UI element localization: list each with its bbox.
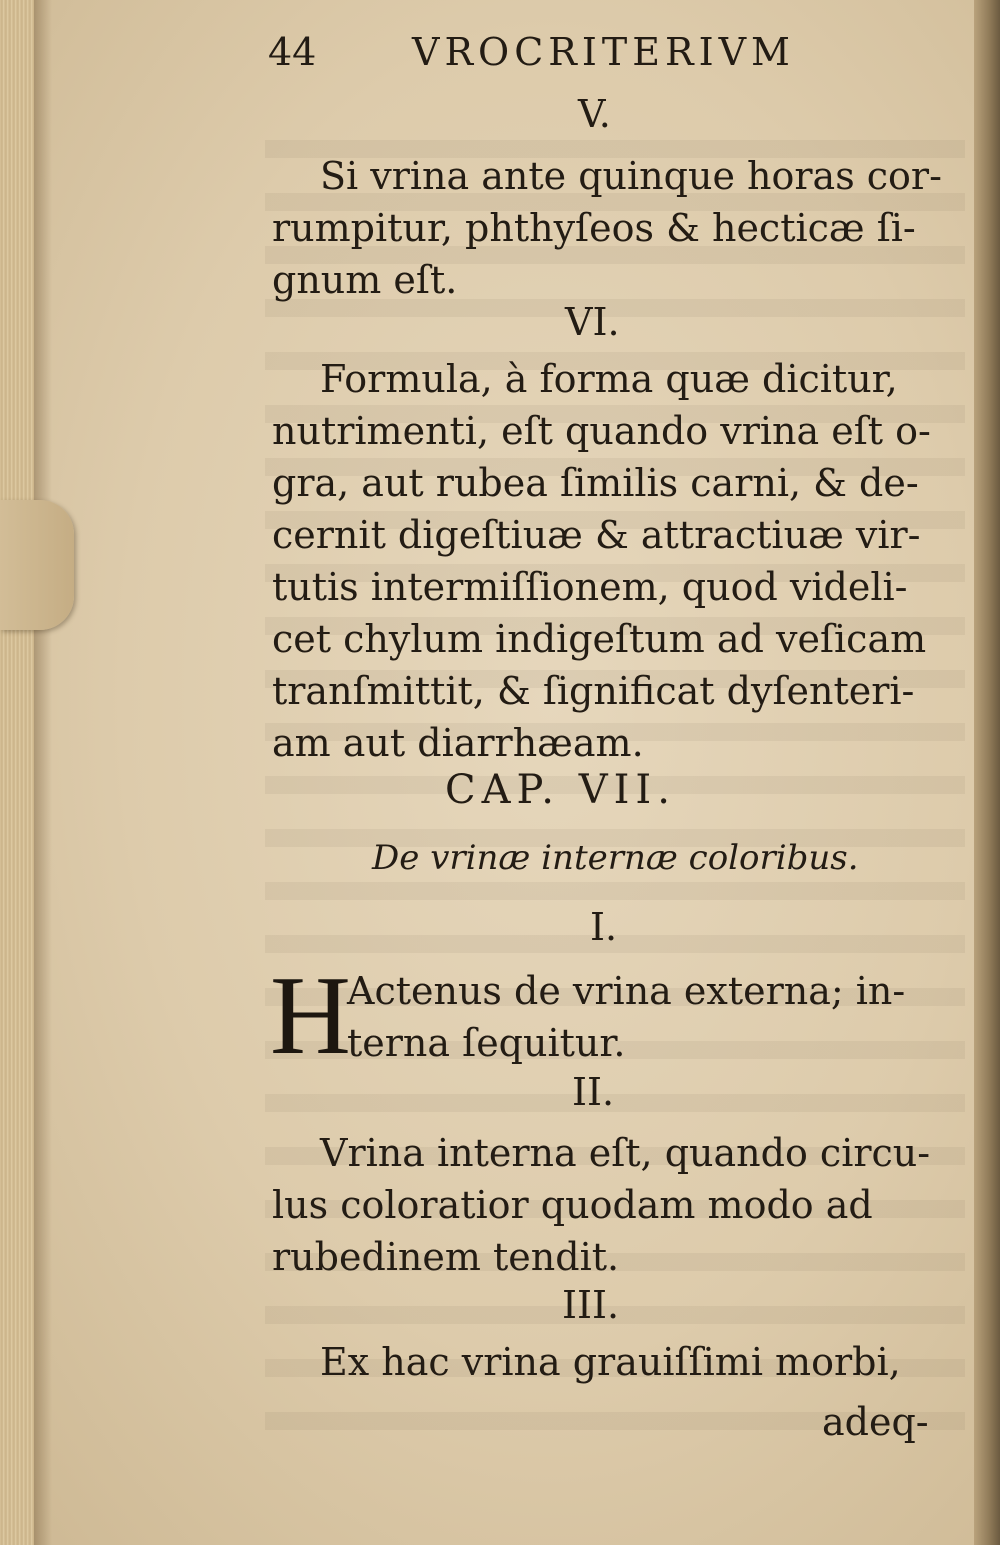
- running-title: VROCRITERIVM: [412, 30, 795, 74]
- text-line: Ex hac vrina grauiſſimi morbi,: [320, 1340, 901, 1384]
- chapter-heading: CAP. VII.: [445, 767, 676, 813]
- text-line: rumpitur, phthyſeos & hecticæ ſi-: [272, 206, 916, 250]
- text-line: rubedinem tendit.: [272, 1235, 620, 1279]
- book-clasp: [0, 500, 74, 630]
- text-line: cernit digeſtiuæ & attractiuæ vir-: [272, 513, 921, 557]
- section-numeral: II.: [572, 1070, 615, 1114]
- drop-cap: H: [270, 954, 351, 1078]
- text-line: gra, aut rubea ſimilis carni, & de-: [272, 461, 919, 505]
- text-line: tranſmittit, & ſignificat dyſenteri-: [272, 669, 915, 713]
- chapter-subtitle: De vrinæ internæ coloribus.: [372, 838, 859, 878]
- text-line: am aut diarrhæam.: [272, 721, 644, 765]
- section-numeral: I.: [590, 905, 618, 949]
- text-line: cet chylum indigeſtum ad veſicam: [272, 617, 927, 661]
- text-line: lus coloratior quodam modo ad: [272, 1183, 873, 1227]
- text-line: nutrimenti, eſt quando vrina eſt o-: [272, 409, 931, 453]
- catchword: adeq-: [822, 1400, 929, 1444]
- text-line: Si vrina ante quinque horas cor-: [320, 154, 942, 198]
- section-numeral: V.: [578, 92, 611, 136]
- text-line: gnum eſt.: [272, 258, 458, 302]
- page-number: 44: [268, 30, 317, 74]
- text-line: Formula, à forma quæ dicitur,: [320, 357, 898, 401]
- section-numeral: VI.: [565, 300, 620, 344]
- text-line: tutis intermiſſionem, quod videli-: [272, 565, 908, 609]
- text-line: Actenus de vrina externa; in-: [347, 969, 906, 1013]
- text-line: terna ſequitur.: [347, 1021, 626, 1065]
- page-edge: [974, 0, 1000, 1545]
- gutter-shadow: [34, 0, 52, 1545]
- page-stack-edge: [0, 0, 34, 1545]
- section-numeral: III.: [562, 1283, 620, 1327]
- text-line: Vrina interna eſt, quando circu-: [320, 1131, 931, 1175]
